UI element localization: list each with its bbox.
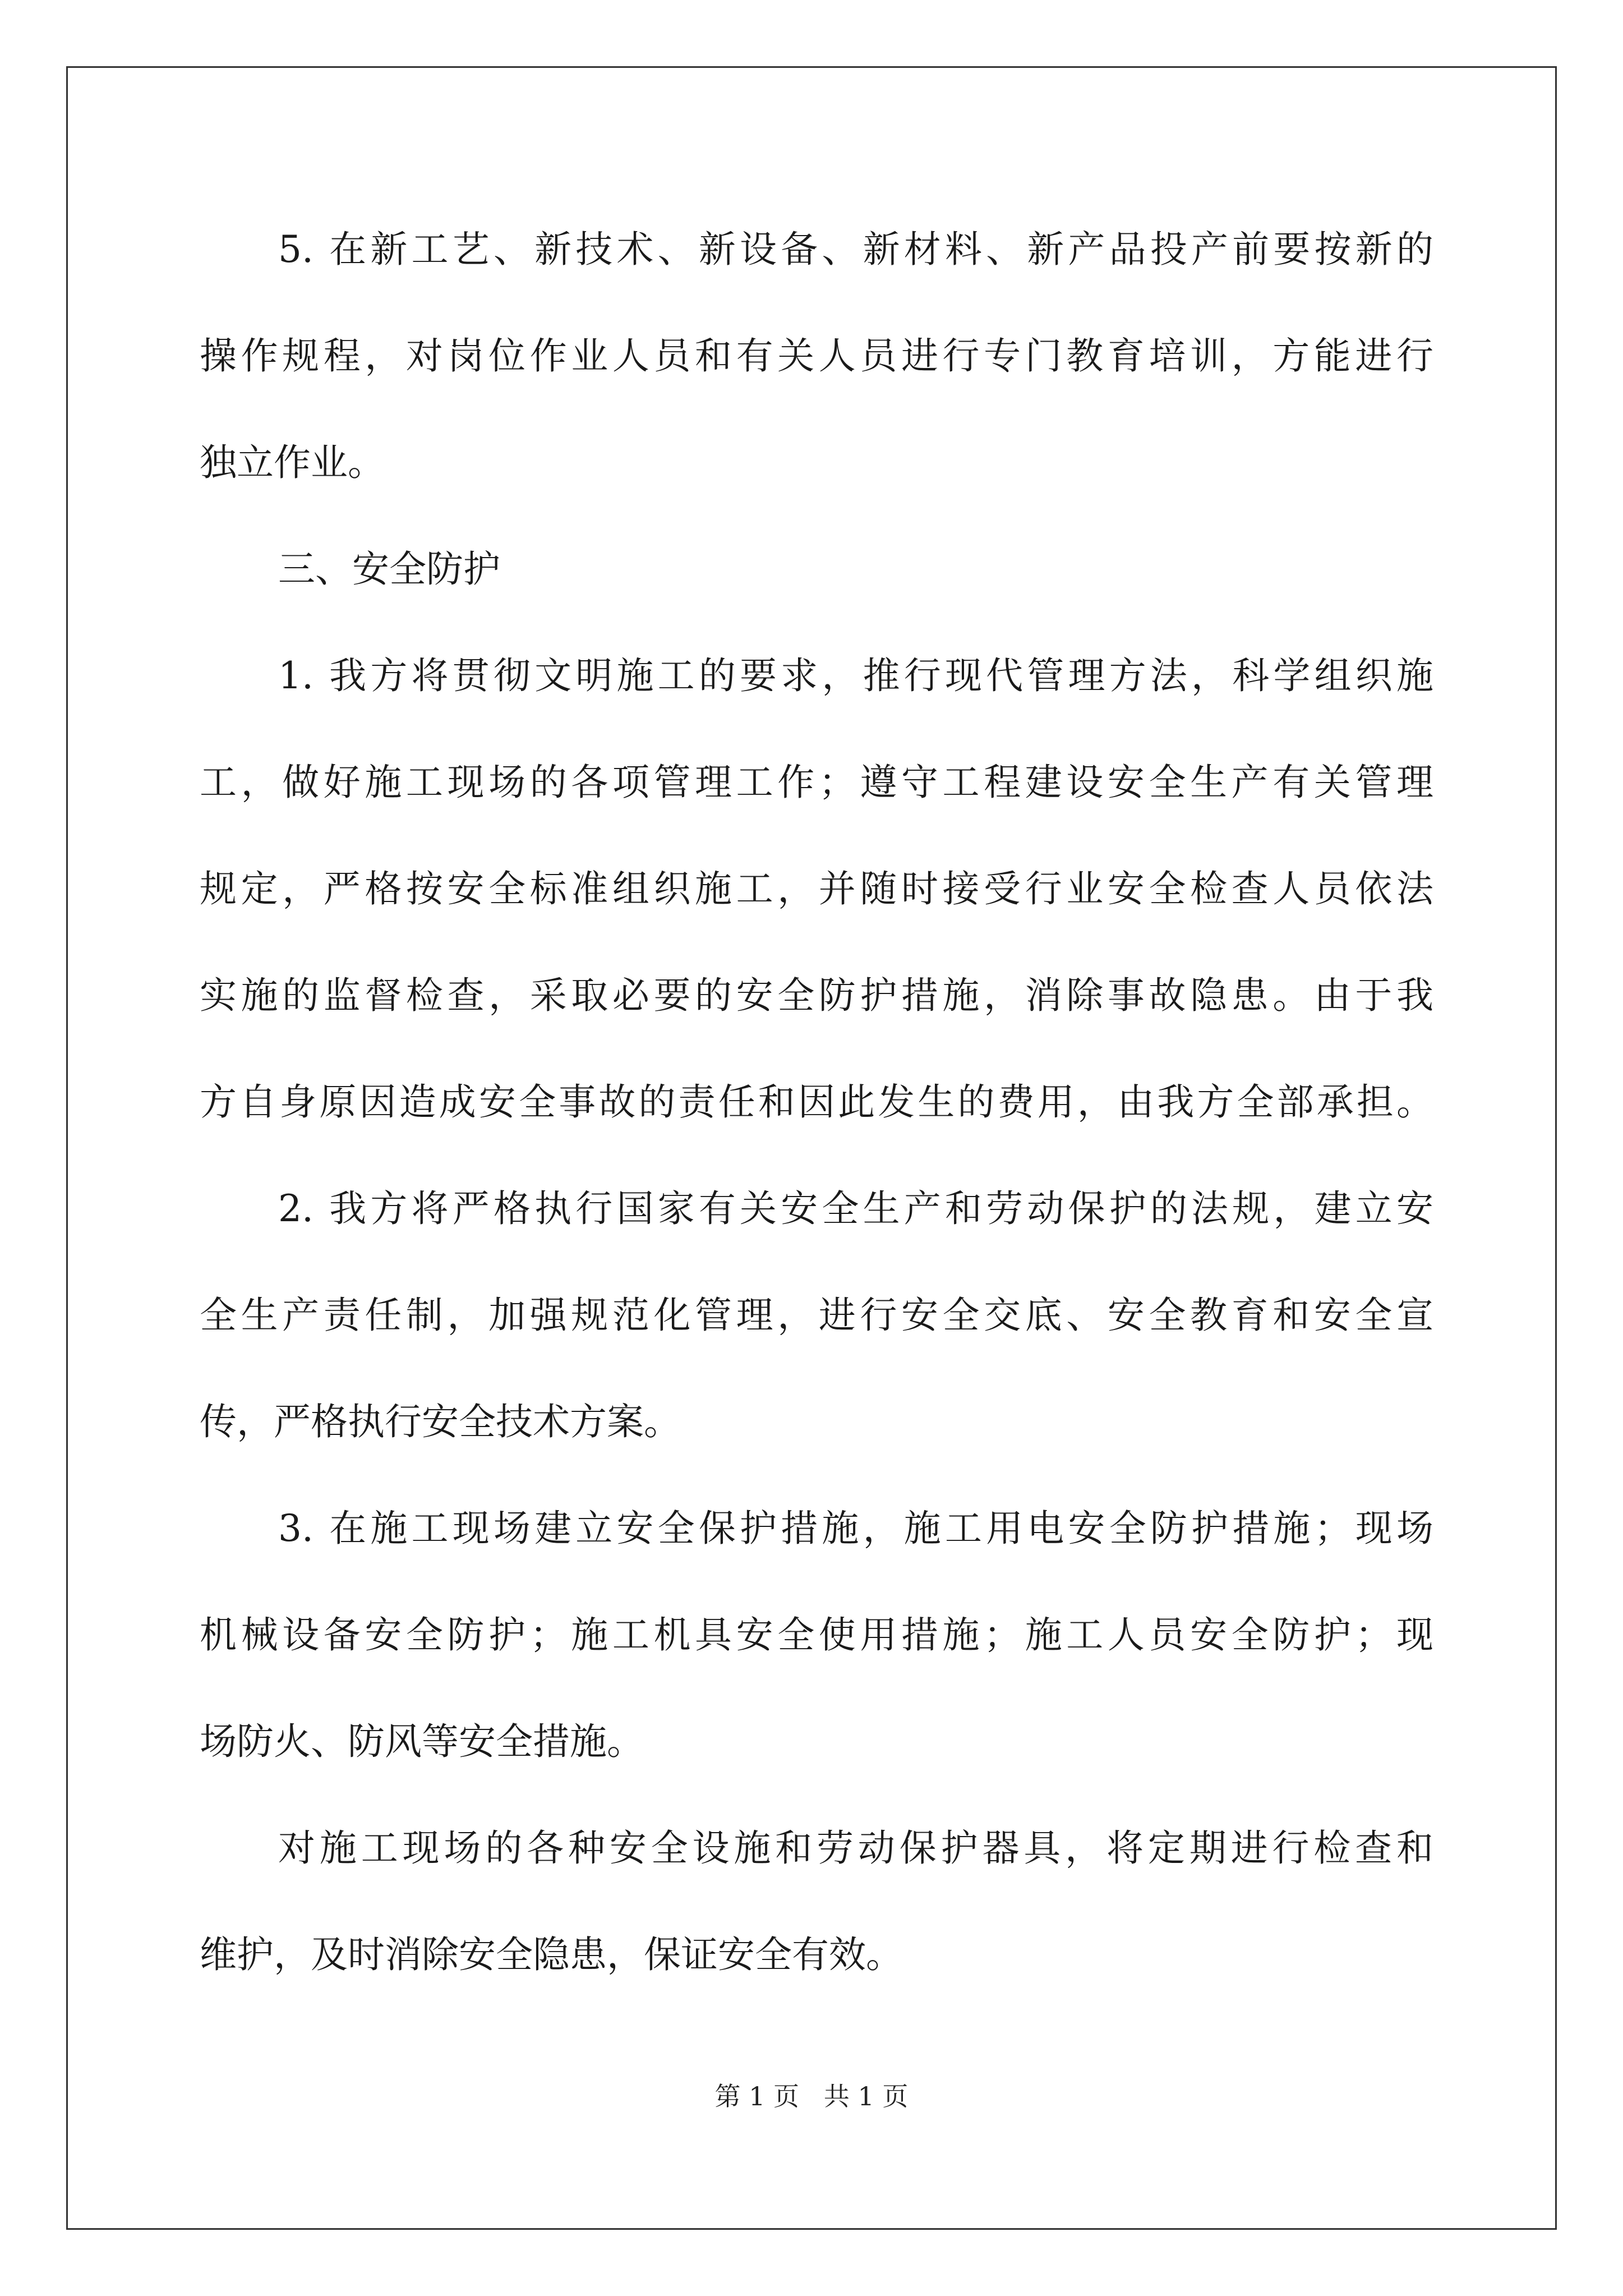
paragraph-2-line-2: 全生产责任制，加强规范化管理，进行安全交底、安全教育和安全宣: [200, 1294, 1433, 1337]
paragraph-1-line-1: 1. 我方将贯彻文明施工的要求，推行现代管理方法，科学组织施: [278, 654, 1433, 697]
paragraph-2-line-1: 2. 我方将严格执行国家有关安全生产和劳动保护的法规，建立安: [278, 1187, 1433, 1230]
section-heading-safety: 三、安全防护: [278, 547, 500, 591]
paragraph-1-line-4: 实施的监督检查，采取必要的安全防护措施，消除事故隐患。由于我: [200, 974, 1433, 1017]
paragraph-3-line-1: 3. 在施工现场建立安全保护措施，施工用电安全防护措施；现场: [278, 1507, 1433, 1550]
paragraph-4-line-1: 对施工现场的各种安全设施和劳动保护器具，将定期进行检查和: [278, 1826, 1433, 1870]
paragraph-1-line-2: 工，做好施工现场的各项管理工作；遵守工程建设安全生产有关管理: [200, 761, 1433, 804]
paragraph-4-line-2: 维护，及时消除安全隐患，保证安全有效。: [200, 1933, 903, 1976]
document-body: [200, 216, 1433, 2028]
paragraph-5-line-1: 5. 在新工艺、新技术、新设备、新材料、新产品投产前要按新的: [278, 228, 1433, 271]
paragraph-3-line-3: 场防火、防风等安全措施。: [200, 1720, 644, 1763]
paragraph-2-line-3: 传，严格执行安全技术方案。: [200, 1400, 681, 1443]
paragraph-5-line-2: 操作规程，对岗位作业人员和有关人员进行专门教育培训，方能进行: [200, 334, 1433, 378]
paragraph-5-line-3: 独立作业。: [200, 441, 385, 484]
page-footer: 第 1 页 共 1 页: [714, 2081, 909, 2111]
paragraph-1-line-5: 方自身原因造成安全事故的责任和因此发生的费用，由我方全部承担。: [200, 1080, 1433, 1124]
paragraph-1-line-3: 规定，严格按安全标准组织施工，并随时接受行业安全检查人员依法: [200, 867, 1433, 910]
paragraph-3-line-2: 机械设备安全防护；施工机具安全使用措施；施工人员安全防护；现: [200, 1613, 1433, 1657]
